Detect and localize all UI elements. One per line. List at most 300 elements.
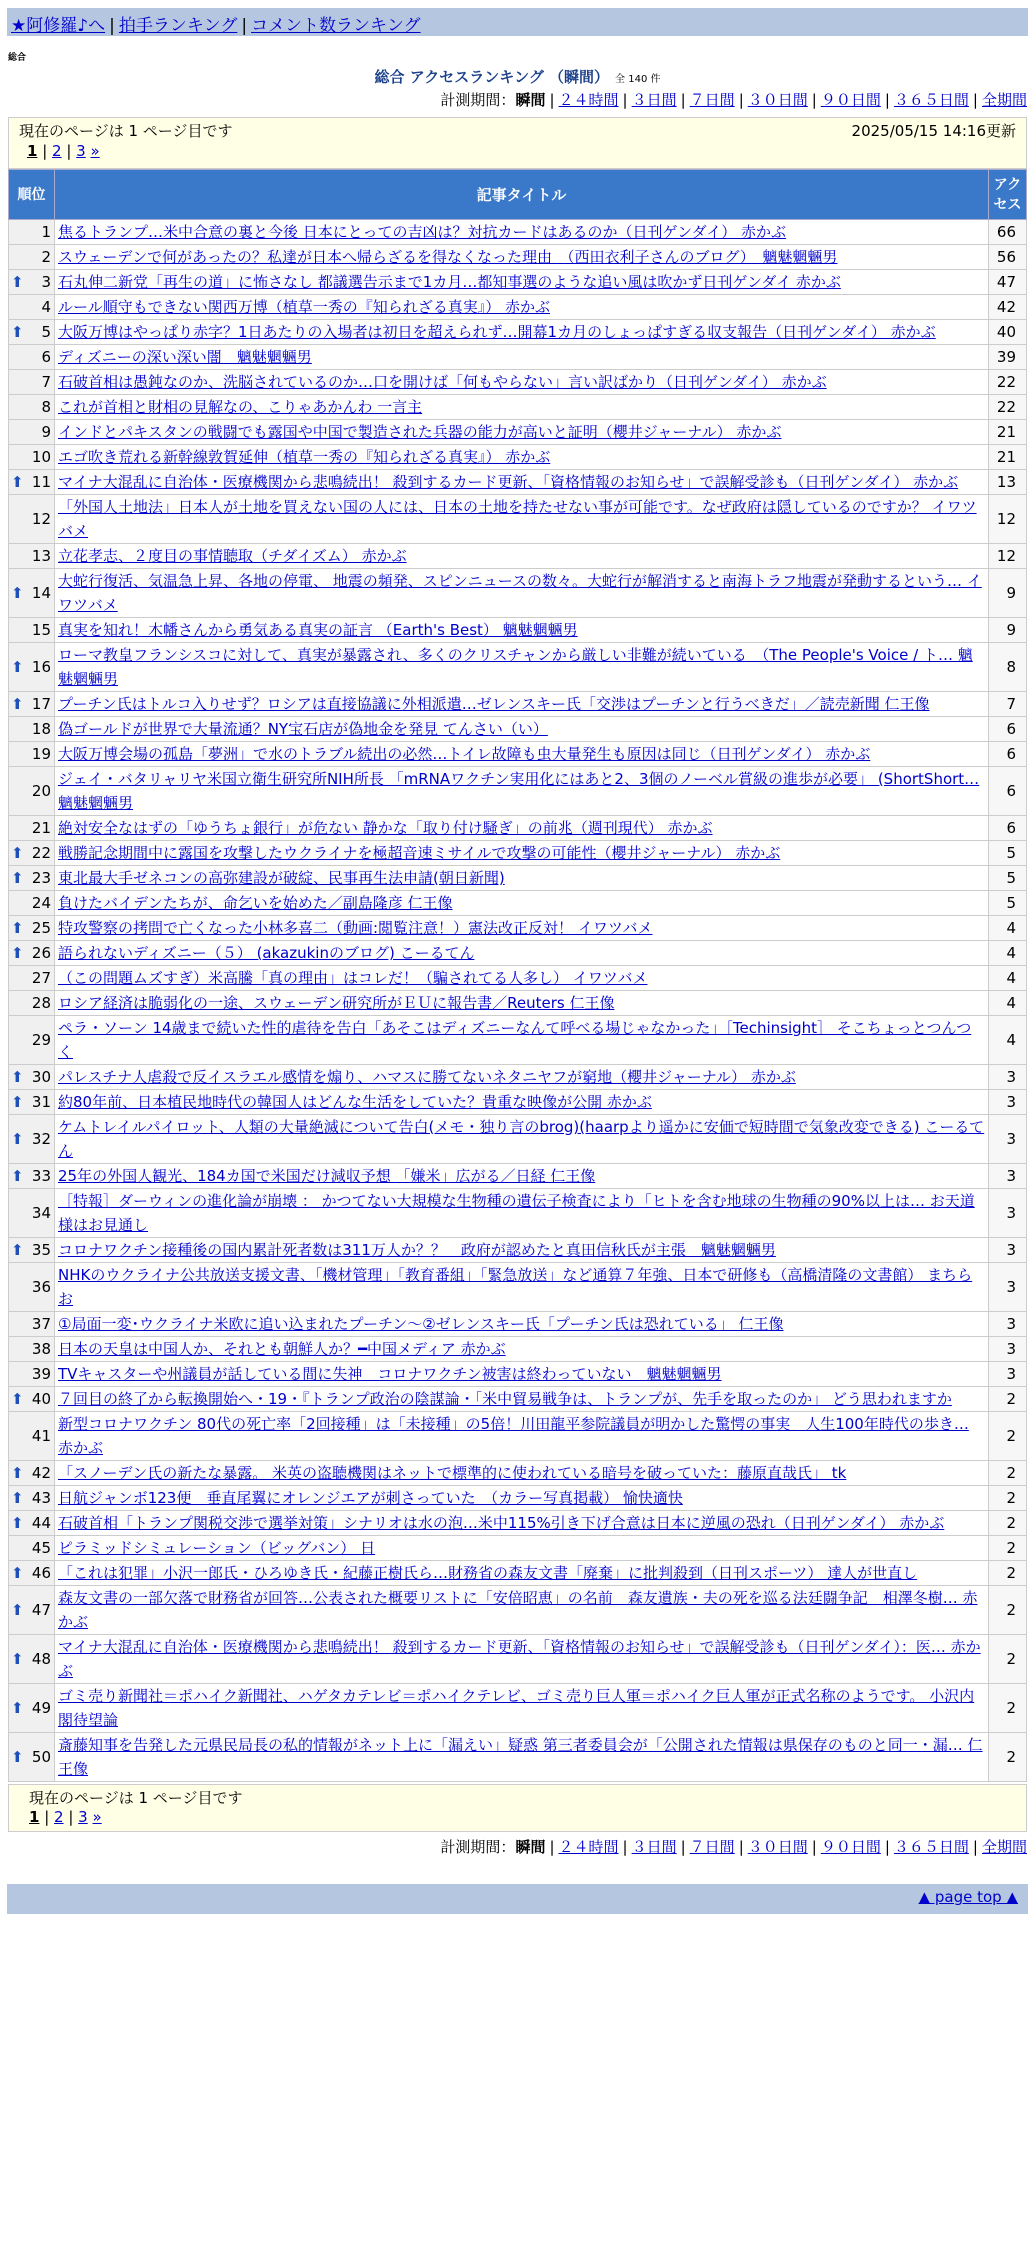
article-link[interactable]: 大阪万博会場の孤島「夢洲」で水のトラブル続出の必然…トイレ故障も虫大量発生も原因は同じ（日刊ゲンダイ） 赤かぶ bbox=[58, 745, 871, 763]
article-link[interactable]: ゴミ売り新聞社＝ポハイク新聞社、ハゲタカテレビ＝ポハイクテレビ、ゴミ売り巨人軍＝ポハイク巨人軍が正式名称のようです。 小沢内閣待望論 bbox=[58, 1687, 975, 1729]
period-link[interactable]: 全期間 bbox=[981, 1838, 1027, 1856]
rank-cell bbox=[9, 1065, 55, 1090]
period-separator: | bbox=[811, 91, 817, 109]
rank-number: 25 bbox=[31, 919, 51, 937]
table-row bbox=[9, 1536, 1027, 1561]
article-link[interactable]: ローマ教皇フランシスコに対して、真実が暴露され、多くのクリスチャンから厳しい非難が続いている （The People's Voice / ト… 魑魅魍魎男 bbox=[58, 646, 973, 688]
table-row bbox=[9, 1238, 1027, 1263]
rank-cell bbox=[9, 941, 55, 966]
article-link[interactable]: 語られないディズニー（５） (akazukinのブログ) こーるてん bbox=[58, 944, 475, 962]
article-link[interactable]: TVキャスターや州議員が話している間に失神 コロナワクチン被害は終わっていない 魑魅魍魎男 bbox=[58, 1365, 722, 1383]
access-count: 2 bbox=[989, 1635, 1027, 1684]
access-count: 4 bbox=[989, 1016, 1027, 1065]
up-arrow-icon: ⬆ bbox=[11, 695, 24, 713]
table-row bbox=[9, 991, 1027, 1016]
article-link[interactable]: 石丸伸二新党「再生の道」に怖さなし 都議選告示まで1カ月…都知事選のような追い風は吹かず日刊ゲンダイ 赤かぶ bbox=[58, 273, 841, 291]
rank-cell bbox=[9, 395, 55, 420]
nav-separator: | bbox=[109, 16, 115, 36]
title-cell bbox=[55, 245, 989, 270]
table-row bbox=[9, 692, 1027, 717]
table-row bbox=[9, 1016, 1027, 1065]
up-arrow-icon: ⬆ bbox=[11, 1514, 24, 1532]
title-cell bbox=[55, 569, 989, 618]
rank-number: 29 bbox=[31, 1031, 51, 1049]
article-link[interactable]: ［特報］ダーウィンの進化論が崩壊 ： かつてない大規模な生物種の遺伝子検査により「ヒトを含む地球の生物種の90%以上は… お天道様はお見通し bbox=[58, 1192, 975, 1234]
title-cell bbox=[55, 1090, 989, 1115]
up-arrow-icon: ⬆ bbox=[11, 1241, 24, 1259]
rank-cell bbox=[9, 1586, 55, 1635]
up-arrow-icon: ⬆ bbox=[11, 273, 24, 291]
period-link[interactable]: ７日間 bbox=[689, 1838, 735, 1856]
table-row bbox=[9, 1189, 1027, 1238]
rank-cell bbox=[9, 717, 55, 742]
table-row bbox=[9, 1733, 1027, 1782]
table-row bbox=[9, 295, 1027, 320]
rank-number: 1 bbox=[41, 223, 51, 241]
article-link[interactable]: 戦勝記念期間中に露国を攻撃したウクライナを極超音速ミサイルで攻撃の可能性（櫻井ジャーナル） 赤かぶ bbox=[58, 844, 781, 862]
category-label: 総合 bbox=[8, 53, 27, 63]
title-cell bbox=[55, 1635, 989, 1684]
period-link[interactable]: ３日間 bbox=[631, 1838, 677, 1856]
table-row bbox=[9, 816, 1027, 841]
article-link[interactable]: コロナワクチン接種後の国内累計死者数は311万人か？？ 政府が認めたと真田信秋氏が主張 魑魅魍魎男 bbox=[58, 1241, 776, 1259]
table-row bbox=[9, 1461, 1027, 1486]
title-cell bbox=[55, 742, 989, 767]
title-cell bbox=[55, 1164, 989, 1189]
rank-number: 46 bbox=[31, 1564, 51, 1582]
period-separator: | bbox=[680, 91, 686, 109]
table-row bbox=[9, 1362, 1027, 1387]
rank-cell bbox=[9, 245, 55, 270]
table-row bbox=[9, 1090, 1027, 1115]
rank-number: 39 bbox=[31, 1365, 51, 1383]
rank-cell bbox=[9, 916, 55, 941]
rank-cell bbox=[9, 618, 55, 643]
title-cell bbox=[55, 345, 989, 370]
article-link[interactable]: 絶対安全なはずの「ゆうちょ銀行」が危ない 静かな「取り付け騒ぎ」の前兆（週刊現代） 赤かぶ bbox=[58, 819, 713, 837]
title-cell bbox=[55, 767, 989, 816]
rank-number: 44 bbox=[31, 1514, 51, 1532]
rank-number: 35 bbox=[31, 1241, 51, 1259]
table-row bbox=[9, 1164, 1027, 1189]
rank-cell bbox=[9, 692, 55, 717]
rank-cell bbox=[9, 742, 55, 767]
page-separator: | bbox=[39, 1808, 55, 1826]
article-link[interactable]: ディズニーの深い深い闇 魑魅魍魎男 bbox=[58, 348, 312, 366]
table-row bbox=[9, 420, 1027, 445]
title-cell bbox=[55, 692, 989, 717]
up-arrow-icon: ⬆ bbox=[11, 1390, 24, 1408]
rank-cell bbox=[9, 1511, 55, 1536]
up-arrow-icon: ⬆ bbox=[11, 1093, 24, 1111]
article-link[interactable]: 大阪万博はやっぱり赤字？1日あたりの入場者は初日を超えられず…開幕1カ月のしょっぱすぎる収支報告（日刊ゲンダイ） 赤かぶ bbox=[58, 323, 936, 341]
article-link[interactable]: 新型コロナワクチン 80代の死亡率「2回接種」は「未接種」の5倍！川田龍平参院議員が明かした驚愕の事実 人生100年時代の歩き… 赤かぶ bbox=[58, 1415, 969, 1457]
table-row bbox=[9, 1486, 1027, 1511]
access-count: 47 bbox=[989, 270, 1027, 295]
period-link[interactable]: 全期間 bbox=[981, 91, 1027, 109]
access-count: 4 bbox=[989, 916, 1027, 941]
rank-cell bbox=[9, 320, 55, 345]
rank-number: 9 bbox=[41, 423, 51, 441]
period-link[interactable]: ３０日間 bbox=[747, 1838, 808, 1856]
rank-cell bbox=[9, 295, 55, 320]
access-count: 12 bbox=[989, 544, 1027, 569]
title-cell bbox=[55, 395, 989, 420]
rank-number: 3 bbox=[41, 273, 51, 291]
rank-cell bbox=[9, 1387, 55, 1412]
rank-cell bbox=[9, 470, 55, 495]
title-cell bbox=[55, 220, 989, 245]
article-link[interactable]: 「スノーデン氏の新たな暴露。 米英の盗聴機関はネットで標準的に使われている暗号を破っていた：藤原直哉氏」 tk bbox=[58, 1464, 847, 1482]
table-row bbox=[9, 270, 1027, 295]
period-link[interactable]: ３日間 bbox=[631, 91, 677, 109]
rank-number: 23 bbox=[31, 869, 51, 887]
access-count: 4 bbox=[989, 941, 1027, 966]
rank-cell bbox=[9, 991, 55, 1016]
table-row bbox=[9, 1263, 1027, 1312]
article-link[interactable]: 日航ジャンボ123便 垂直尾翼にオレンジエアが刺さっていた （カラー写真掲載） 愉快適快 bbox=[58, 1489, 683, 1507]
table-row bbox=[9, 1635, 1027, 1684]
period-link[interactable]: ９０日間 bbox=[820, 1838, 881, 1856]
title-cell bbox=[55, 1461, 989, 1486]
rank-number: 45 bbox=[31, 1539, 51, 1557]
access-count: 2 bbox=[989, 1684, 1027, 1733]
period-separator: | bbox=[738, 91, 744, 109]
table-row bbox=[9, 470, 1027, 495]
title-cell bbox=[55, 1684, 989, 1733]
access-count: 2 bbox=[989, 1461, 1027, 1486]
period-link[interactable]: ９０日間 bbox=[820, 91, 881, 109]
page-info-box bbox=[8, 117, 1027, 169]
period-label: 計測期間： bbox=[440, 1838, 516, 1856]
article-link[interactable]: 約80年前、日本植民地時代の韓国人はどんな生活をしていた？貴重な映像が公開 赤かぶ bbox=[58, 1093, 652, 1111]
rank-number: 37 bbox=[31, 1315, 51, 1333]
rank-number: 50 bbox=[31, 1748, 51, 1766]
up-arrow-icon: ⬆ bbox=[11, 944, 24, 962]
title-cell bbox=[55, 1263, 989, 1312]
title-cell bbox=[55, 618, 989, 643]
table-row bbox=[9, 544, 1027, 569]
article-link[interactable]: 25年の外国人観光、184カ国で米国だけ減収予想 「嫌米」広がる／日経 仁王像 bbox=[58, 1167, 596, 1185]
comment-ranking-link[interactable]: コメント数ランキング bbox=[251, 16, 421, 36]
rank-cell bbox=[9, 345, 55, 370]
title-cell bbox=[55, 966, 989, 991]
access-count: 3 bbox=[989, 1263, 1027, 1312]
article-link[interactable]: ７回目の終了から転換開始へ・19・『トランプ政治の陰謀論・「米中貿易戦争は、トランプが、先手を取ったのか」 どう思われますか bbox=[58, 1390, 952, 1408]
article-link[interactable]: 「外国人土地法」日本人が土地を買えない国の人には、日本の土地を持たせない事が可能です。なぜ政府は隠しているのですか？ イワツバメ bbox=[58, 498, 977, 540]
access-count: 2 bbox=[989, 1511, 1027, 1536]
access-count: 6 bbox=[989, 816, 1027, 841]
rank-cell bbox=[9, 420, 55, 445]
article-link[interactable]: ジェイ・バタリャリヤ米国立衛生研究所NIH所長 「mRNAワクチン実用化にはあと2、3個のノーベル賞級の進歩が必要」 (ShortShort… 魑魅魍魎男 bbox=[58, 770, 980, 812]
up-arrow-icon: ⬆ bbox=[11, 1650, 24, 1668]
rank-number: 2 bbox=[41, 248, 51, 266]
rank-number: 22 bbox=[31, 844, 51, 862]
access-count: 3 bbox=[989, 1115, 1027, 1164]
title-cell bbox=[55, 1511, 989, 1536]
article-link[interactable]: NHKのウクライナ公共放送支援文書、「機材管理」「教育番組」「緊急放送」など通算７年強、日本で研修も（高橋清隆の文書館） まちらお bbox=[58, 1266, 973, 1308]
page-top-link[interactable]: ▲ page top ▲ bbox=[918, 1888, 1018, 1906]
page-separator: | bbox=[61, 142, 77, 160]
rank-cell bbox=[9, 1238, 55, 1263]
up-arrow-icon: ⬆ bbox=[11, 658, 24, 676]
article-link[interactable]: （この問題ムズすぎ）米高騰「真の理由」はコレだ！（騙されてる人多し） イワツバメ bbox=[58, 969, 648, 987]
title-cell bbox=[55, 1189, 989, 1238]
article-link[interactable]: 立花孝志、２度目の事情聴取（チダイズム） 赤かぶ bbox=[58, 547, 407, 565]
table-row bbox=[9, 767, 1027, 816]
access-count: 7 bbox=[989, 692, 1027, 717]
rank-cell bbox=[9, 220, 55, 245]
page-link[interactable]: 2 bbox=[54, 1808, 64, 1826]
table-row bbox=[9, 1337, 1027, 1362]
up-arrow-icon: ⬆ bbox=[11, 584, 24, 602]
rank-cell bbox=[9, 1115, 55, 1164]
article-link[interactable]: ペラ・ソーン 14歳まで続いた性的虐待を告白「あそこはディズニーなんて呼べる場じゃなかった」［Techinsight］ そこちょっとつんつく bbox=[58, 1019, 972, 1061]
title-cell bbox=[55, 1065, 989, 1090]
title-cell bbox=[55, 816, 989, 841]
rank-number: 21 bbox=[31, 819, 51, 837]
title-cell bbox=[55, 1733, 989, 1782]
access-count: 2 bbox=[989, 1586, 1027, 1635]
article-link[interactable]: 負けたバイデンたちが、命乞いを始めた／副島隆彦 仁王像 bbox=[58, 894, 453, 912]
access-count: 3 bbox=[989, 1065, 1027, 1090]
rank-cell bbox=[9, 866, 55, 891]
rank-cell bbox=[9, 1461, 55, 1486]
rank-cell bbox=[9, 1090, 55, 1115]
article-link[interactable]: プーチン氏はトルコ入りせず？ロシアは直接協議に外相派遣…ゼレンスキー氏「交渉はプーチンと行うべきだ」／読売新聞 仁王像 bbox=[58, 695, 930, 713]
article-link[interactable]: エゴ吹き荒れる新幹線敦賀延伸（植草一秀の『知られざる真実』） 赤かぶ bbox=[58, 448, 551, 466]
access-count: 22 bbox=[989, 395, 1027, 420]
rank-cell bbox=[9, 445, 55, 470]
article-link[interactable]: 石破首相は愚鈍なのか、洗脳されているのか…口を開けば「何もやらない」言い訳ばかり（日刊ゲンダイ） 赤かぶ bbox=[58, 373, 827, 391]
article-link[interactable]: マイナ大混乱に自治体・医療機関から悲鳴続出！ 殺到するカード更新、「資格情報のお知らせ」で誤解受診も（日刊ゲンダイ） 赤かぶ bbox=[58, 473, 959, 491]
period-label: 計測期間： bbox=[440, 91, 516, 109]
period-link[interactable]: ３６５日間 bbox=[893, 1838, 969, 1856]
table-row bbox=[9, 345, 1027, 370]
article-link[interactable]: ①局面一変･ウクライナ米欧に追い込まれたプーチン～②ゼレンスキー氏「プーチン氏は恐れている」 仁王像 bbox=[58, 1315, 784, 1333]
rank-number: 4 bbox=[41, 298, 51, 316]
article-link[interactable]: 偽ゴールドが世界で大量流通？NY宝石店が偽地金を発見 てんさい（い） bbox=[58, 720, 548, 738]
article-link[interactable]: 森友文書の一部欠落で財務省が回答…公表された概要リストに「安倍昭恵」の名前 森友遺族・夫の死を巡る法廷闘争記 相澤冬樹… 赤かぶ bbox=[58, 1589, 978, 1631]
article-link[interactable]: これが首相と財相の見解なの、こりゃあかんわ 一言主 bbox=[58, 398, 423, 416]
up-arrow-icon: ⬆ bbox=[11, 844, 24, 862]
access-count: 21 bbox=[989, 445, 1027, 470]
table-row bbox=[9, 245, 1027, 270]
rank-number: 17 bbox=[31, 695, 51, 713]
up-arrow-icon: ⬆ bbox=[11, 1130, 24, 1148]
period-separator: | bbox=[549, 1838, 555, 1856]
rank-number: 33 bbox=[31, 1167, 51, 1185]
title-cell bbox=[55, 1412, 989, 1461]
table-row bbox=[9, 1684, 1027, 1733]
table-row bbox=[9, 569, 1027, 618]
title-cell bbox=[55, 420, 989, 445]
table-row bbox=[9, 370, 1027, 395]
rank-cell bbox=[9, 891, 55, 916]
current-page-text: 現在のページは 1 ページ目です bbox=[19, 122, 233, 140]
rank-number: 24 bbox=[31, 894, 51, 912]
period-link[interactable]: ３０日間 bbox=[747, 91, 808, 109]
article-link[interactable]: 日本の天皇は中国人か、それとも朝鮮人か？━中国メディア 赤かぶ bbox=[58, 1340, 506, 1358]
title-cell bbox=[55, 1337, 989, 1362]
table-row bbox=[9, 742, 1027, 767]
article-link[interactable]: パレスチナ人虐殺で反イスラエル感情を煽り、ハマスに勝てないネタニヤフが窮地（櫻井ジャーナル） 赤かぶ bbox=[58, 1068, 796, 1086]
title-cell bbox=[55, 1238, 989, 1263]
table-row bbox=[9, 1511, 1027, 1536]
access-count: 6 bbox=[989, 767, 1027, 816]
period-separator: | bbox=[738, 1838, 744, 1856]
up-arrow-icon: ⬆ bbox=[11, 1601, 24, 1619]
article-link[interactable]: 焦るトランプ…米中合意の裏と今後 日本にとっての吉凶は？対抗カードはあるのか（日刊ゲンダイ） 赤かぶ bbox=[58, 223, 787, 241]
article-link[interactable]: 大蛇行復活、気温急上昇、各地の停電、 地震の頻発、スピンニュースの数々。大蛇行が解消すると南海トラフ地震が発動するという… イワツバメ bbox=[58, 572, 982, 614]
clap-ranking-link[interactable]: 拍手ランキング bbox=[118, 16, 238, 36]
rank-number: 11 bbox=[31, 473, 51, 491]
up-arrow-icon: ⬆ bbox=[11, 473, 24, 491]
title-cell bbox=[55, 941, 989, 966]
next-page-link[interactable]: » bbox=[90, 142, 100, 160]
up-arrow-icon: ⬆ bbox=[11, 1068, 24, 1086]
rank-number: 38 bbox=[31, 1340, 51, 1358]
access-count: 22 bbox=[989, 370, 1027, 395]
rank-number: 6 bbox=[41, 348, 51, 366]
rank-number: 5 bbox=[41, 323, 51, 341]
rank-cell bbox=[9, 569, 55, 618]
table-row bbox=[9, 841, 1027, 866]
article-link[interactable]: 斎藤知事を告発した元県民局長の私的情報がネット上に「漏えい」疑惑 第三者委員会が「公開された情報は県保存のものと同一・漏… 仁王像 bbox=[58, 1736, 983, 1778]
period-separator: | bbox=[622, 1838, 628, 1856]
access-count: 3 bbox=[989, 1189, 1027, 1238]
pagination bbox=[27, 142, 1016, 160]
page-separator: | bbox=[37, 142, 53, 160]
table-row bbox=[9, 916, 1027, 941]
access-count: 6 bbox=[989, 742, 1027, 767]
access-count: 12 bbox=[989, 495, 1027, 544]
rank-number: 32 bbox=[31, 1130, 51, 1148]
page-current: 1 bbox=[27, 142, 38, 160]
rank-number: 16 bbox=[31, 658, 51, 676]
table-row bbox=[9, 1065, 1027, 1090]
article-link[interactable]: ケムトレイルパイロット、人類の大量絶滅について告白(メモ・独り言のbrog)(haarpより遥かに安価で短時間で気象改変できる) こーるてん bbox=[58, 1118, 985, 1160]
period-separator: | bbox=[811, 1838, 817, 1856]
rank-number: 47 bbox=[31, 1601, 51, 1619]
access-count: 6 bbox=[989, 717, 1027, 742]
table-row bbox=[9, 966, 1027, 991]
access-count: 42 bbox=[989, 295, 1027, 320]
title-cell bbox=[55, 370, 989, 395]
rank-cell bbox=[9, 1684, 55, 1733]
rank-cell bbox=[9, 1189, 55, 1238]
table-row bbox=[9, 891, 1027, 916]
home-link[interactable]: ★阿修羅♪へ bbox=[11, 16, 106, 36]
title-cell bbox=[55, 916, 989, 941]
title-cell bbox=[55, 470, 989, 495]
table-row bbox=[9, 717, 1027, 742]
title-cell bbox=[55, 1016, 989, 1065]
rank-number: 41 bbox=[31, 1427, 51, 1445]
title-cell bbox=[55, 544, 989, 569]
updated-timestamp: 2025/05/15 14:16更新 bbox=[851, 122, 1016, 140]
article-link[interactable]: マイナ大混乱に自治体・医療機関から悲鳴続出！ 殺到するカード更新、「資格情報のお知らせ」で誤解受診も（日刊ゲンダイ）：医… 赤かぶ bbox=[58, 1638, 981, 1680]
article-link[interactable]: ルール順守もできない関西万博（植草一秀の『知られざる真実』） 赤かぶ bbox=[58, 298, 550, 316]
page-title: 総合 アクセスランキング （瞬間） bbox=[374, 68, 610, 86]
table-row bbox=[9, 320, 1027, 345]
access-count: 39 bbox=[989, 345, 1027, 370]
period-separator: | bbox=[549, 91, 555, 109]
next-page-link[interactable]: » bbox=[92, 1808, 102, 1826]
access-count: 2 bbox=[989, 1486, 1027, 1511]
rank-cell bbox=[9, 1016, 55, 1065]
period-link[interactable]: ７日間 bbox=[689, 91, 735, 109]
access-count: 9 bbox=[989, 618, 1027, 643]
rank-cell bbox=[9, 1536, 55, 1561]
page-link[interactable]: 3 bbox=[78, 1808, 88, 1826]
article-link[interactable]: 石破首相「トランプ関税交渉で選挙対策」シナリオは水の泡…米中115%引き下げ合意は日本に逆風の恐れ（日刊ゲンダイ） 赤かぶ bbox=[58, 1514, 945, 1532]
period-link[interactable]: ３６５日間 bbox=[893, 91, 969, 109]
access-count: 66 bbox=[989, 220, 1027, 245]
ranking-table bbox=[8, 169, 1027, 1782]
article-link[interactable]: 特攻警察の拷問で亡くなった小林多喜二（動画:閲覧注意！）憲法改正反対！ イワツバメ bbox=[58, 919, 653, 937]
page-separator: | bbox=[63, 1808, 79, 1826]
table-row bbox=[9, 866, 1027, 891]
table-row bbox=[9, 395, 1027, 420]
article-link[interactable]: 「これは犯罪」小沢一郎氏・ひろゆき氏・紀藤正樹氏ら…財務省の森友文書「廃棄」に批判殺到（日刊スポーツ） 達人が世直し bbox=[58, 1564, 918, 1582]
access-count: 2 bbox=[989, 1536, 1027, 1561]
title-cell bbox=[55, 841, 989, 866]
rank-number: 36 bbox=[31, 1278, 51, 1296]
pagination-bottom bbox=[29, 1808, 1006, 1826]
page-link[interactable]: 3 bbox=[76, 142, 86, 160]
title-cell bbox=[55, 1362, 989, 1387]
table-row bbox=[9, 1115, 1027, 1164]
rank-cell bbox=[9, 1733, 55, 1782]
article-link[interactable]: ピラミッドシミュレーション（ビッグバン） 日 bbox=[58, 1539, 376, 1557]
up-arrow-icon: ⬆ bbox=[11, 1167, 24, 1185]
title-cell bbox=[55, 1586, 989, 1635]
access-count: 40 bbox=[989, 320, 1027, 345]
rank-cell bbox=[9, 966, 55, 991]
rank-cell bbox=[9, 767, 55, 816]
rank-number: 48 bbox=[31, 1650, 51, 1668]
title-cell bbox=[55, 717, 989, 742]
page-link[interactable]: 2 bbox=[52, 142, 62, 160]
rank-number: 43 bbox=[31, 1489, 51, 1507]
up-arrow-icon: ⬆ bbox=[11, 869, 24, 887]
total-count: 全 140 件 bbox=[615, 74, 661, 85]
period-link[interactable]: ２４時間 bbox=[558, 1838, 619, 1856]
article-link[interactable]: ロシア経済は脆弱化の一途、スウェーデン研究所がＥＵに報告書／Reuters 仁王像 bbox=[58, 994, 615, 1012]
table-row bbox=[9, 1387, 1027, 1412]
article-link[interactable]: 真実を知れ！木幡さんから勇気ある真実の証言 （Earth's Best） 魑魅魍魎男 bbox=[58, 621, 578, 639]
title-cell bbox=[55, 1387, 989, 1412]
rank-cell bbox=[9, 1561, 55, 1586]
title-cell bbox=[55, 495, 989, 544]
period-link[interactable]: ２４時間 bbox=[558, 91, 619, 109]
access-count: 4 bbox=[989, 966, 1027, 991]
article-link[interactable]: 東北最大手ゼネコンの高弥建設が破綻、民事再生法申請(朝日新聞) bbox=[58, 869, 505, 887]
rank-cell bbox=[9, 495, 55, 544]
rank-header: 順位 bbox=[9, 170, 55, 220]
up-arrow-icon: ⬆ bbox=[11, 323, 24, 341]
period-current: 瞬間 bbox=[515, 1838, 546, 1856]
access-count: 2 bbox=[989, 1561, 1027, 1586]
up-arrow-icon: ⬆ bbox=[11, 1464, 24, 1482]
rank-number: 31 bbox=[31, 1093, 51, 1111]
rank-number: 34 bbox=[31, 1204, 51, 1222]
article-link[interactable]: スウェーデンで何があったの？私達が日本へ帰らざるを得なくなった理由 （西田衣利子さんのブログ） 魑魅魍魎男 bbox=[58, 248, 838, 266]
article-link[interactable]: インドとパキスタンの戦闘でも露国や中国で製造された兵器の能力が高いと証明（櫻井ジャーナル） 赤かぶ bbox=[58, 423, 782, 441]
table-header-row bbox=[9, 170, 1027, 220]
title-cell bbox=[55, 891, 989, 916]
